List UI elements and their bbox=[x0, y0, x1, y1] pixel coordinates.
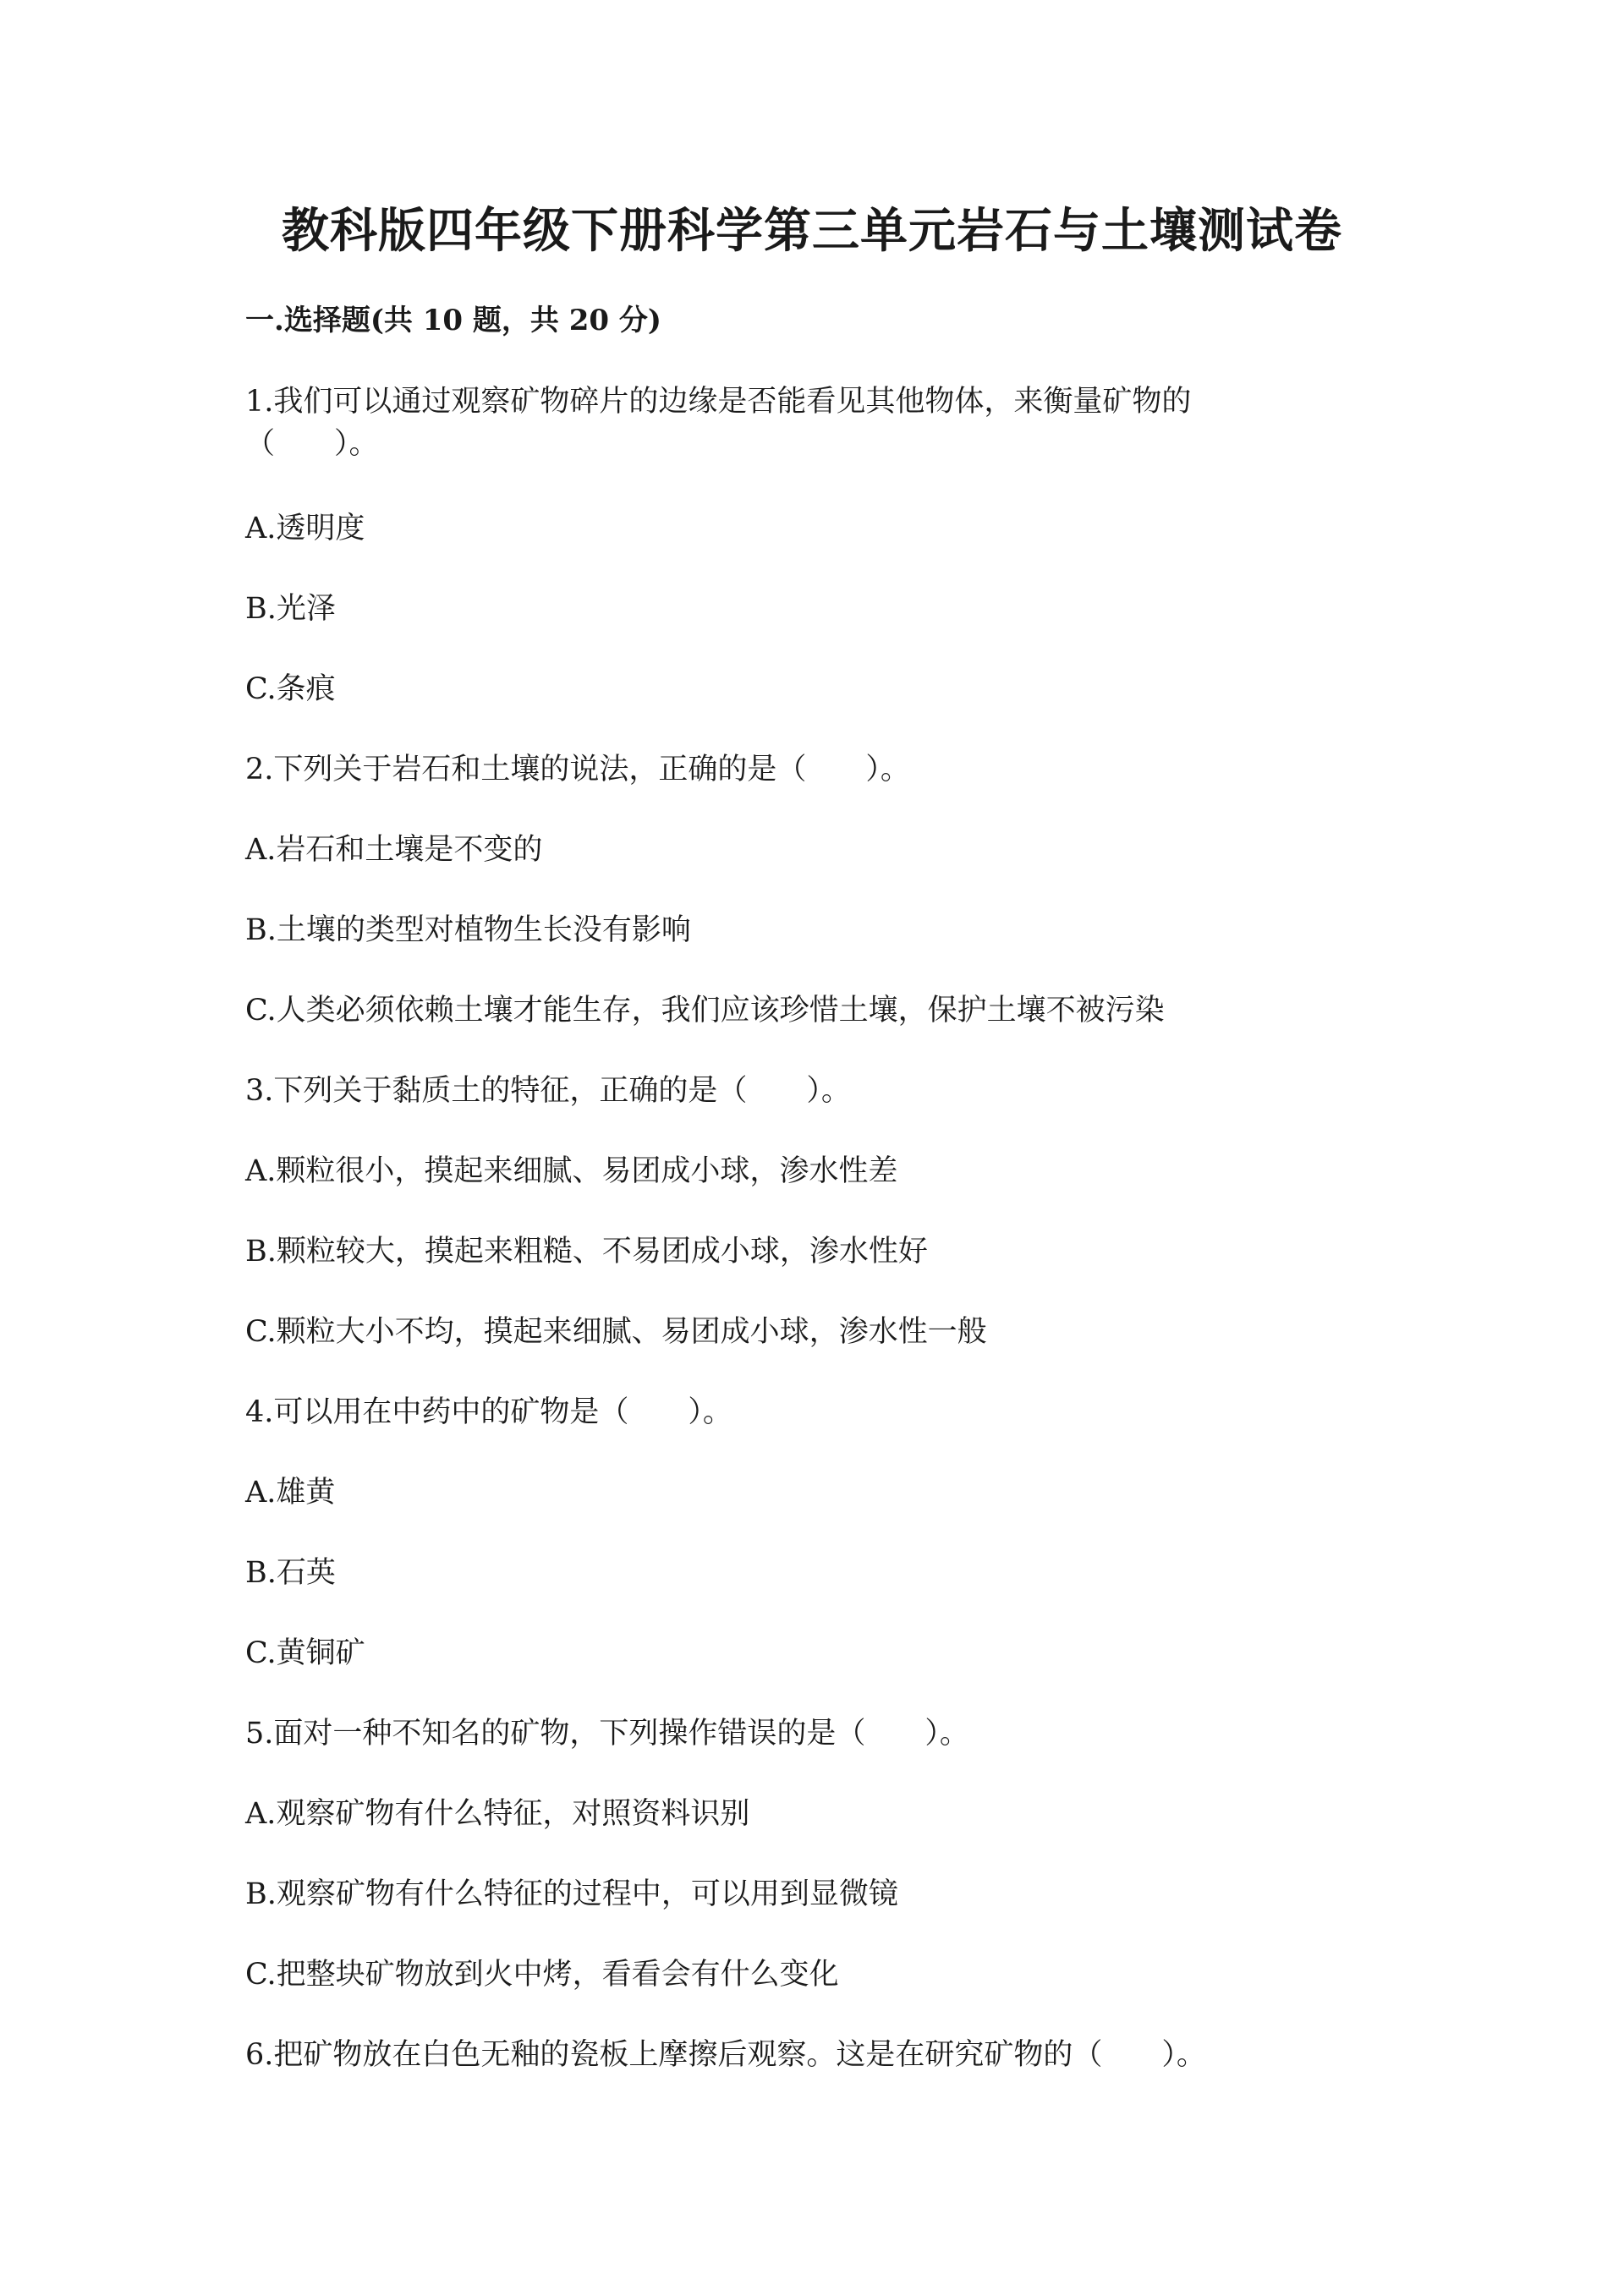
question-2-option-a: A.岩石和土壤是不变的 bbox=[245, 833, 543, 867]
question-1-option-c: C.条痕 bbox=[245, 672, 336, 706]
question-3-option-c: C.颗粒大小不均，摸起来细腻、易团成小球，渗水性一般 bbox=[245, 1315, 987, 1349]
exam-title: 教科版四年级下册科学第三单元岩石与土壤测试卷 bbox=[282, 203, 1342, 259]
section-heading: 一.选择题(共 10 题，共 20 分) bbox=[245, 304, 661, 337]
question-1-option-b: B.光泽 bbox=[245, 592, 336, 626]
question-3-stem: 3.下列关于黏质土的特征，正确的是（ ）。 bbox=[245, 1074, 851, 1108]
question-1-option-a: A.透明度 bbox=[245, 512, 365, 545]
question-1-stem-continued: （ ）。 bbox=[245, 427, 379, 461]
question-4-option-b: B.石英 bbox=[245, 1556, 336, 1590]
question-4-option-c: C.黄铜矿 bbox=[245, 1636, 365, 1670]
question-5-option-c: C.把整块矿物放到火中烤，看看会有什么变化 bbox=[245, 1958, 839, 1992]
question-6-stem: 6.把矿物放在白色无釉的瓷板上摩擦后观察。这是在研究矿物的（ ）。 bbox=[245, 2038, 1206, 2072]
question-5-option-b: B.观察矿物有什么特征的过程中，可以用到显微镜 bbox=[245, 1877, 898, 1911]
question-2-option-b: B.土壤的类型对植物生长没有影响 bbox=[245, 913, 691, 947]
question-1-stem: 1.我们可以通过观察矿物碎片的边缘是否能看见其他物体，来衡量矿物的 bbox=[245, 385, 1192, 419]
question-5-stem: 5.面对一种不知名的矿物，下列操作错误的是（ ）。 bbox=[245, 1717, 969, 1751]
question-2-stem: 2.下列关于岩石和土壤的说法，正确的是（ ）。 bbox=[245, 753, 910, 786]
question-3-option-b: B.颗粒较大，摸起来粗糙、不易团成小球，渗水性好 bbox=[245, 1235, 928, 1269]
question-2-option-c: C.人类必须依赖土壤才能生存，我们应该珍惜土壤，保护土壤不被污染 bbox=[245, 994, 1165, 1027]
question-5-option-a: A.观察矿物有什么特征，对照资料识别 bbox=[245, 1797, 750, 1831]
question-4-option-a: A.雄黄 bbox=[245, 1476, 336, 1510]
question-3-option-a: A.颗粒很小，摸起来细腻、易团成小球，渗水性差 bbox=[245, 1154, 898, 1188]
question-4-stem: 4.可以用在中药中的矿物是（ ）。 bbox=[245, 1395, 732, 1429]
